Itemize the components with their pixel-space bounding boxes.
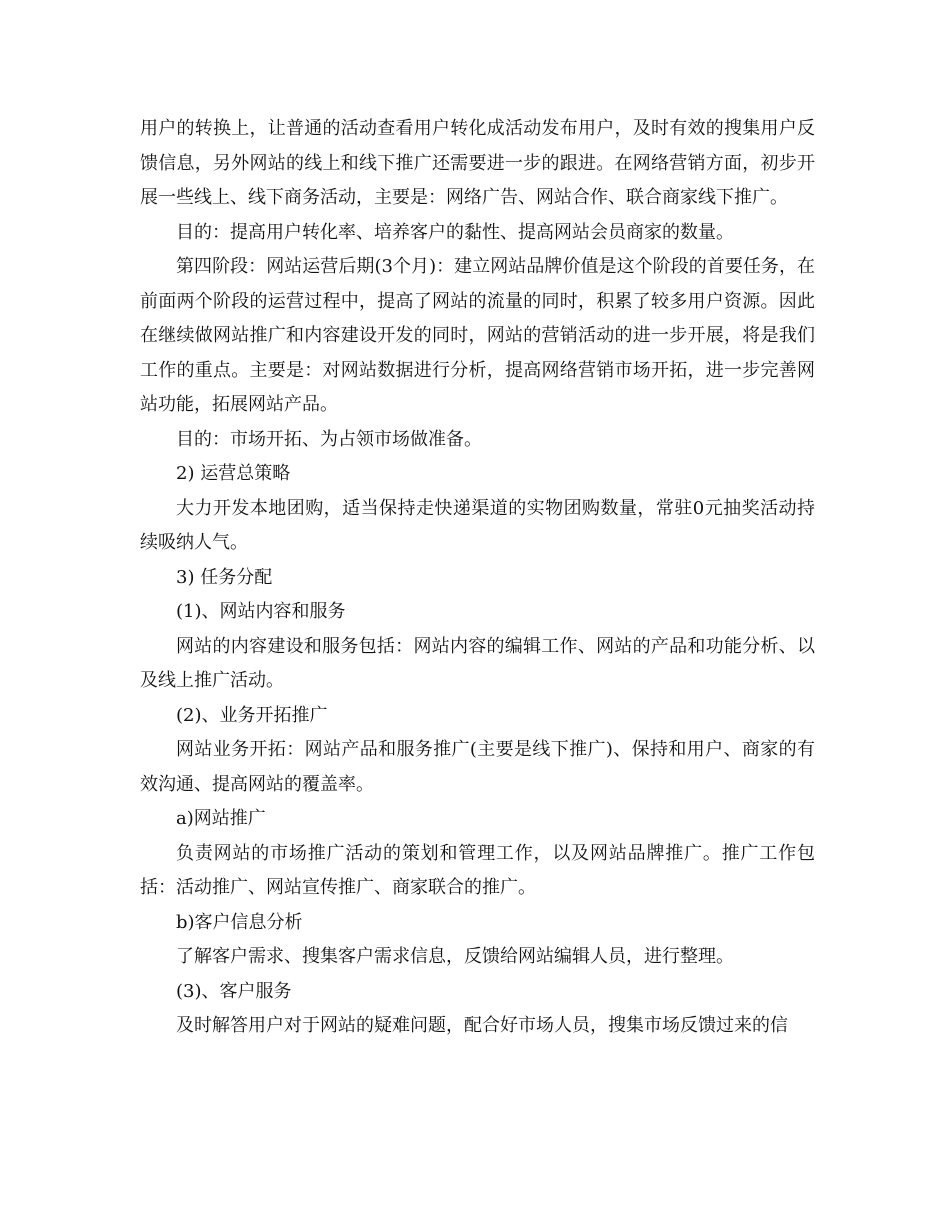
paragraph-phase-four: 第四阶段：网站运营后期(3个月)：建立网站品牌价值是这个阶段的首要任务，在前面两个阶段的运营过程中，提高了网站的流量的同时，积累了较多用户资源。因此在继续做网站推广和内容建设开发的同时，网站的营销活动的进一步开展，将是我们工作的重点。主要是：对网站数据进行分析，提高网络营销市场开拓，进一步完善网站功能，拓展网站产品。 (140, 256, 815, 415)
paragraph-user-conversion: 用户的转换上，让普通的活动查看用户转化成活动发布用户，及时有效的搜集用户反馈信息，另外网站的线上和线下推广还需要进一步的跟进。在网络营销方面，初步开展一些线上、线下商务活动，主要是：网络广告、网站合作、联合商家线下推广。 (140, 118, 815, 208)
paragraph-customer-service: 及时解答用户对于网站的疑难问题，配合好市场人员，搜集市场反馈过来的信 (176, 1015, 788, 1036)
paragraph-operation-strategy: 大力开发本地团购，适当保持走快递渠道的实物团购数量，常驻0元抽奖活动持续吸纳人气。 (140, 497, 815, 553)
paragraph-goal-conversion: 目的：提高用户转化率、培养客户的黏性、提高网站会员商家的数量。 (176, 221, 734, 243)
subheading-customer-analysis: b)客户信息分析 (176, 911, 303, 933)
paragraph-website-promotion: 负责网站的市场推广活动的策划和管理工作，以及网站品牌推广。推广工作包括：活动推广、网站宣传推广、商家联合的推广。 (140, 842, 815, 898)
subheading-content-service: (1)、网站内容和服务 (176, 601, 346, 622)
document-page (140, 112, 815, 1044)
subheading-business-expansion: (2)、业务开拓推广 (176, 704, 328, 726)
paragraph-content-service: 网站的内容建设和服务包括：网站内容的编辑工作、网站的产品和功能分析、以及线上推广活动。 (140, 635, 815, 691)
paragraph-goal-market: 目的：市场开拓、为占领市场做准备。 (176, 428, 482, 450)
subheading-customer-service: (3)、客户服务 (176, 980, 292, 1002)
heading-operation-strategy: 2) 运营总策略 (176, 463, 291, 484)
paragraph-customer-analysis: 了解客户需求、搜集客户需求信息，反馈给网站编辑人员，进行整理。 (176, 946, 734, 967)
subheading-website-promotion: a)网站推广 (176, 808, 266, 829)
heading-task-allocation: 3) 任务分配 (176, 566, 273, 588)
paragraph-business-expansion: 网站业务开拓：网站产品和服务推广(主要是线下推广)、保持和用户、商家的有效沟通、提高网站的覆盖率。 (140, 739, 815, 795)
